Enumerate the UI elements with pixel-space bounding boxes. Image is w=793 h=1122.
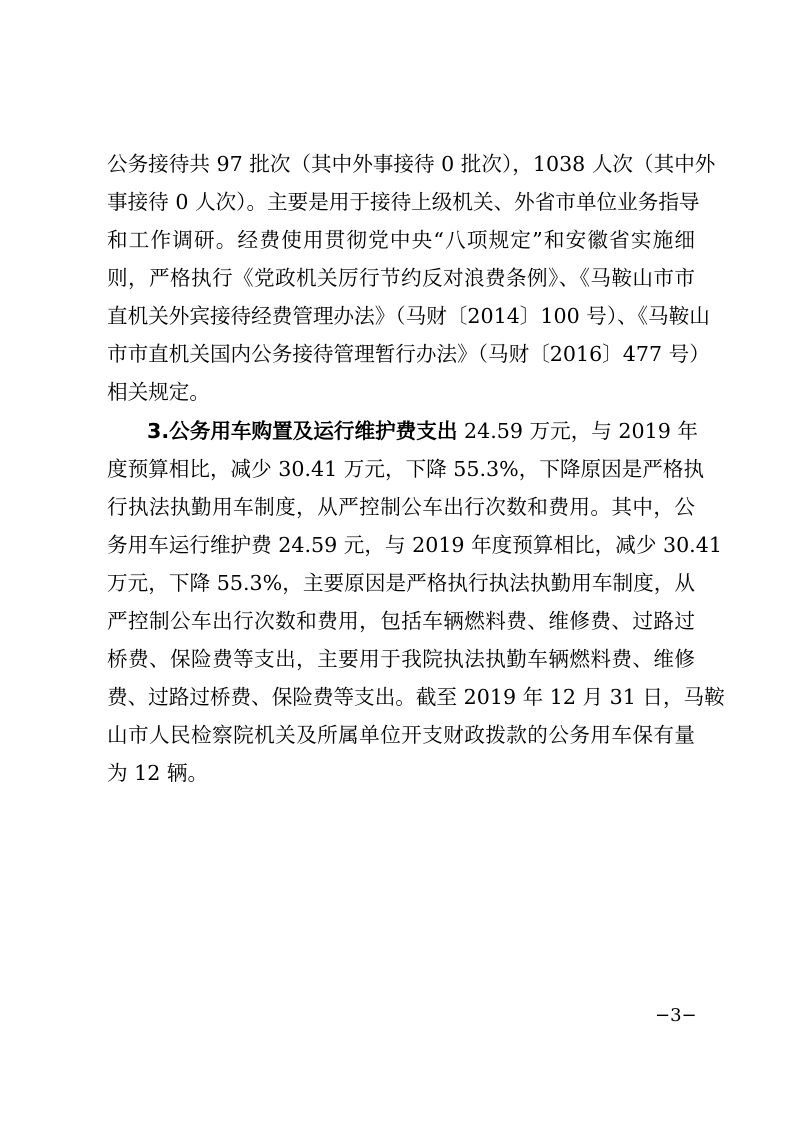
text-line: 万元，下降 55.3%，主要原因是严格执行执法执勤用车制度，从 <box>107 571 695 595</box>
text-line: 则，严格执行《党政机关厉行节约反对浪费条例》、《马鞍山市市 <box>107 266 695 290</box>
text-line: 严控制公车出行次数和费用，包括车辆燃料费、维修费、过路过 <box>107 609 695 633</box>
text-line: 费、过路过桥费、保险费等支出。截至 2019 年 12 月 31 日，马鞍 <box>107 685 725 709</box>
page-number: −3− <box>655 1005 697 1026</box>
text-line: 行执法执勤用车制度，从严控制公车出行次数和费用。其中，公 <box>107 495 695 519</box>
heading-continuation: 24.59 万元，与 2019 年 <box>457 419 698 443</box>
text-line: 相关规定。 <box>107 380 210 404</box>
text-line: 市市直机关国内公务接待管理暂行办法》（马财〔2016〕477 号） <box>107 342 710 366</box>
text-line <box>147 417 698 445</box>
text-line: 务用车运行维护费 24.59 元，与 2019 年度预算相比，减少 30.41 <box>107 533 722 557</box>
section-heading: 3.公务用车购置及运行维护费支出 <box>147 419 458 443</box>
text-line: 桥费、保险费等支出，主要用于我院执法执勤车辆燃料费、维修 <box>107 647 695 671</box>
text-line: 和工作调研。经费使用贯彻党中央“八项规定”和安徽省实施细 <box>107 228 695 252</box>
text-line: 公务接待共 97 批次（其中外事接待 0 批次），1038 人次（其中外 <box>107 152 716 176</box>
text-line: 山市人民检察院机关及所属单位开支财政拨款的公务用车保有量 <box>107 723 695 747</box>
text-line: 为 12 辆。 <box>107 761 209 785</box>
text-line: 直机关外宾接待经费管理办法》（马财〔2014〕100 号）、《马鞍山 <box>107 304 710 328</box>
text-line: 事接待 0 人次）。主要是用于接待上级机关、外省市单位业务指导 <box>107 190 700 214</box>
text-line: 度预算相比，减少 30.41 万元，下降 55.3%，下降原因是严格执 <box>107 457 705 481</box>
